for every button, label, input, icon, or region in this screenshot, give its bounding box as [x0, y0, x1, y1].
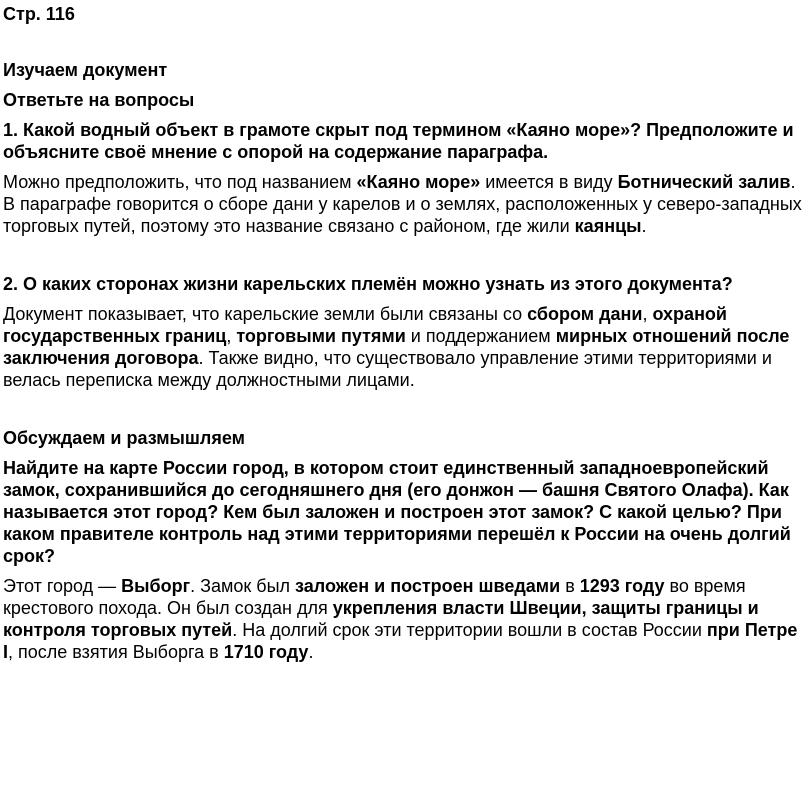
section-heading-study: Изучаем документ	[3, 60, 168, 80]
answer-2-text: . Также видно, что существовало управление этими территориями и велась переписка между должностными лицами.	[3, 348, 772, 390]
answer-3-text: в	[560, 576, 580, 596]
question-2: 2. О каких сторонах жизни карельских племён можно узнать из этого документа?	[3, 274, 733, 294]
answer-2-term: охраной государственных границ	[3, 304, 727, 346]
answer-3-term: 1710 году	[223, 642, 309, 662]
answer-2-text: и поддержанием	[405, 326, 556, 346]
answer-3-term: укрепления власти Швеции, защиты границы и контроля торговых путей	[3, 598, 759, 640]
question-3: Найдите на карте России город, в котором стоит единственный западноевропейский замок, сохранившийся до сегодняшнего дня (его донжон — башня Святого Олафа). Как называется этот город? Кем был заложен и построен этот замок? С какой целью? При каком правителе контроль над этими территориями перешёл к России на очень долгий срок?	[3, 458, 791, 566]
page-label: Стр. 116	[3, 4, 75, 24]
answer-2-text: Документ показывает, что карельские земли были связаны со	[3, 304, 528, 324]
answer-1-text: Можно предположить, что под названием	[3, 172, 357, 192]
question-1: 1. Какой водный объект в грамоте скрыт под термином «Каяно море»? Предположите и объясните своё мнение с опорой на содержание параграфа.	[3, 120, 794, 162]
answer-3-text: , после взятия Выборга в	[8, 642, 224, 662]
answer-2-term: мирных отношений после заключения договора	[3, 326, 790, 368]
answer-3-text: . Замок был	[190, 576, 296, 596]
answer-3-text: .	[308, 642, 314, 662]
answer-3-term: при Петре I	[3, 620, 798, 662]
answer-3-term: Выборг	[121, 576, 191, 596]
answer-3-text: во время крестового похода. Он был создан для	[3, 576, 746, 618]
answer-1-term: «Каяно море»	[356, 172, 481, 192]
section-subheading-questions: Ответьте на вопросы	[3, 90, 195, 110]
answer-2-text: ,	[226, 326, 237, 346]
answer-1-term: Ботнический залив	[617, 172, 791, 192]
answer-3	[3, 575, 802, 663]
answer-3-text: Этот город —	[3, 576, 122, 596]
answer-1	[3, 171, 802, 237]
answer-2	[3, 303, 802, 391]
answer-1-text: имеется в виду	[480, 172, 618, 192]
answer-3-text: . На долгий срок эти территории вошли в состав России	[232, 620, 707, 640]
section-heading-discuss: Обсуждаем и размышляем	[3, 428, 245, 448]
answer-1-term: каянцы	[574, 216, 642, 236]
answer-2-term: сбором дани	[527, 304, 643, 324]
answer-3-term: заложен и построен шведами	[295, 576, 561, 596]
answer-2-term: торговыми путями	[236, 326, 406, 346]
answer-1-text: . В параграфе говорится о сборе дани у карелов и о землях, расположенных у северо-западных торговых путей, поэтому это название связано с районом, где жили	[3, 172, 802, 236]
answer-1-text: .	[641, 216, 647, 236]
answer-2-text: ,	[642, 304, 653, 324]
answer-3-term: 1293 году	[579, 576, 665, 596]
